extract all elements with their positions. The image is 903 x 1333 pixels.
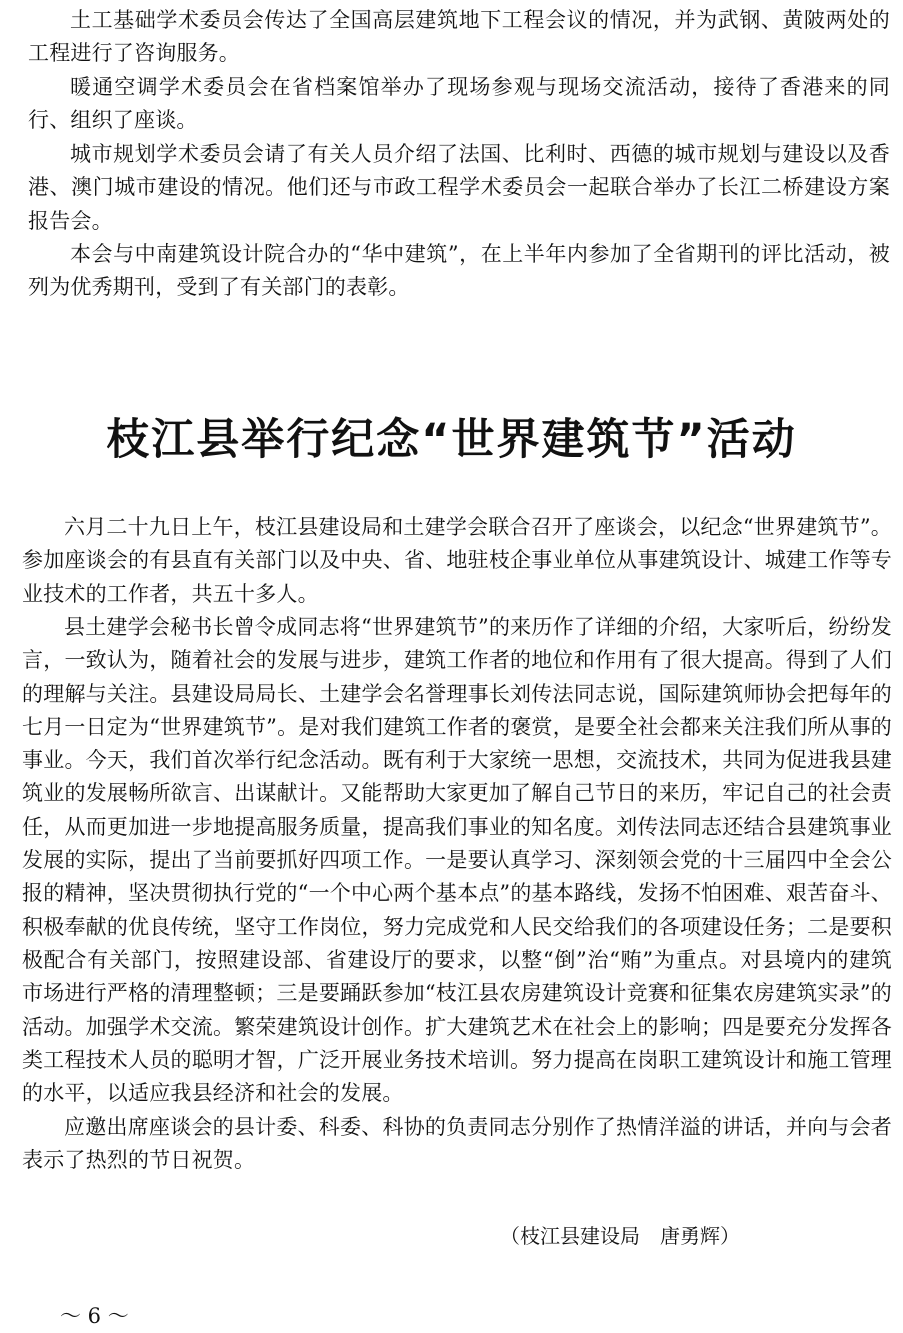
paragraph-urban-planning-committee: 城市规划学术委员会请了有关人员介绍了法国、比利时、西德的城市规划与建设以及香港、澳门城市建设的情况。他们还与市政工程学术委员会一起联合举办了长江二桥建设方案报告会。 <box>28 142 890 233</box>
paragraph-soil-foundation-committee: 土工基础学术委员会传达了全国高层建筑地下工程会议的情况，并为武钢、黄陂两处的工程进行了咨询服务。 <box>28 8 890 66</box>
paragraph-symposium-greetings: 应邀出席座谈会的县计委、科委、科协的负责同志分别作了热情洋溢的讲话，并向与会者表示了热烈的节日祝贺。 <box>22 1115 892 1173</box>
article-byline: （枝江县建设局 唐勇辉） <box>500 1224 740 1248</box>
article-title: 枝江县举行纪念“世界建筑节”活动 <box>106 415 797 465</box>
page-number: ～ 6 ～ <box>60 1304 129 1328</box>
paragraph-huazhong-journal: 本会与中南建筑设计院合办的“华中建筑”，在上半年内参加了全省期刊的评比活动，被列为优秀期刊，受到了有关部门的表彰。 <box>28 242 890 300</box>
paragraph-symposium-intro: 六月二十九日上午，枝江县建设局和土建学会联合召开了座谈会，以纪念“世界建筑节”。参加座谈会的有县直有关部门以及中央、省、地驻枝企事业单位从事建筑设计、城建工作等专业技术的工作者，共五十多人。 <box>22 515 892 606</box>
paragraph-hvac-committee: 暖通空调学术委员会在省档案馆举办了现场参观与现场交流活动，接待了香港来的同行、组织了座谈。 <box>28 75 890 133</box>
paragraph-symposium-speeches: 县土建学会秘书长曾令成同志将“世界建筑节”的来历作了详细的介绍，大家听后，纷纷发言，一致认为，随着社会的发展与进步，建筑工作者的地位和作用有了很大提高。得到了人们的理解与关注。县建设局局长、土建学会名誉理事长刘传法同志说，国际建筑师协会把每年的七月一日定为“世界建筑节”。是对我们建筑工作者的褒赏，是要全社会都来关注我们所从事的事业。今天，我们首次举行纪念活动。既有利于大家统一思想，交流技术，共同为促进我县建筑业的发展畅所欲言、出谋献计。又能帮助大家更加了解自己节日的来历，牢记自己的社会责任，从而更加进一步地提高服务质量，提高我们事业的知名度。刘传法同志还结合县建筑事业发展的实际，提出了当前要抓好四项工作。一是要认真学习、深刻领会党的十三届四中全会公报的精神，坚决贯彻执行党的“一个中心两个基本点”的基本路线，发扬不怕困难、艰苦奋斗、积极奉献的优良传统，坚守工作岗位，努力完成党和人民交给我们的各项建设任务；二是要积极配合有关部门，按照建设部、省建设厅的要求，以整“倒”治“贿”为重点。对县境内的建筑市场进行严格的清理整顿；三是要踊跃参加“枝江县农房建筑设计竞赛和征集农房建筑实录”的活动。加强学术交流。繁荣建筑设计创作。扩大建筑艺术在社会上的影响；四是要充分发挥各类工程技术人员的聪明才智，广泛开展业务技术培训。努力提高在岗职工建筑设计和施工管理的水平，以适应我县经济和社会的发展。 <box>22 615 892 1106</box>
